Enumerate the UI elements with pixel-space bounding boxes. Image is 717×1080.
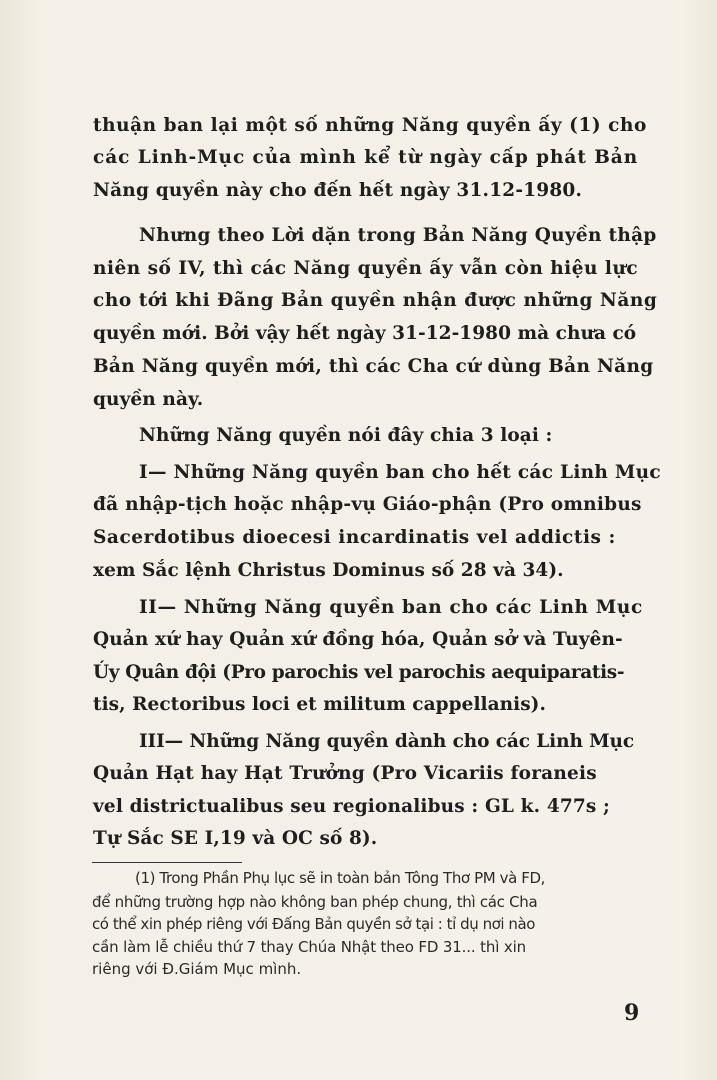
body-line: thuận ban lại một số những Năng quyền ấy (1) cho	[93, 115, 647, 136]
footnote-line: có thể xin phép riêng với Đấng Bản quyền sở tại : tỉ dụ nơi nào	[92, 915, 535, 933]
body-line: các Linh-Mục của mình kể từ ngày cấp phát Bản	[93, 147, 639, 168]
body-line: Năng quyền này cho đến hết ngày 31.12-1980.	[93, 180, 583, 201]
body-line: cho tới khi Đãng Bản quyền nhận được những Năng	[93, 290, 658, 311]
footnote-line: để những trường hợp nào không ban phép chung, thì các Cha	[92, 893, 538, 911]
body-line: niên số IV, thì các Năng quyền ấy vẫn còn hiệu lực	[93, 258, 639, 279]
body-line: đã nhập-tịch hoặc nhập-vụ Giáo-phận (Pro omnibus	[93, 494, 642, 515]
footnote-separator	[92, 862, 242, 863]
body-line: III— Những Năng quyền dành cho các Linh Mục	[139, 731, 635, 752]
body-line: I— Những Năng quyền ban cho hết các Linh Mục	[139, 462, 661, 483]
body-line: Úy Quân đội (Pro parochis vel parochis aequiparatis-	[93, 662, 625, 683]
body-line: II— Những Năng quyền ban cho các Linh Mục	[139, 597, 643, 618]
footnote-line: (1) Trong Phần Phụ lục sẽ in toàn bản Tông Thơ PM và FD,	[135, 869, 546, 887]
body-line: Sacerdotibus dioecesi incardinatis vel addictis :	[93, 527, 616, 548]
body-line: Những Năng quyền nói đây chia 3 loại :	[139, 425, 553, 446]
body-line: vel districtualibus seu regionalibus : GL k. 477s ;	[93, 796, 611, 817]
body-line: Tự Sắc SE I,19 và OC số 8).	[93, 828, 378, 849]
page-number: 9	[624, 1000, 640, 1026]
body-line: Quản xứ hay Quản xứ đồng hóa, Quản sở và Tuyên-	[93, 629, 623, 650]
body-line: tis, Rectoribus loci et militum cappellanis).	[93, 694, 546, 715]
body-line: Bản Năng quyền mới, thì các Cha cứ dùng Bản Năng	[93, 356, 654, 377]
footnote-line: cần làm lễ chiều thứ 7 thay Chúa Nhật theo FD 31... thì xin	[92, 938, 526, 956]
body-line: Nhưng theo Lời dặn trong Bản Năng Quyền thập	[139, 225, 657, 246]
body-line: Quản Hạt hay Hạt Trưởng (Pro Vicariis foraneis	[93, 763, 597, 784]
body-line: xem Sắc lệnh Christus Dominus số 28 và 34).	[93, 560, 564, 581]
body-line: quyền mới. Bởi vậy hết ngày 31-12-1980 mà chưa có	[93, 323, 637, 344]
body-line: quyền này.	[93, 389, 204, 410]
footnote-line: riêng với Đ.Giám Mục mình.	[92, 960, 302, 978]
